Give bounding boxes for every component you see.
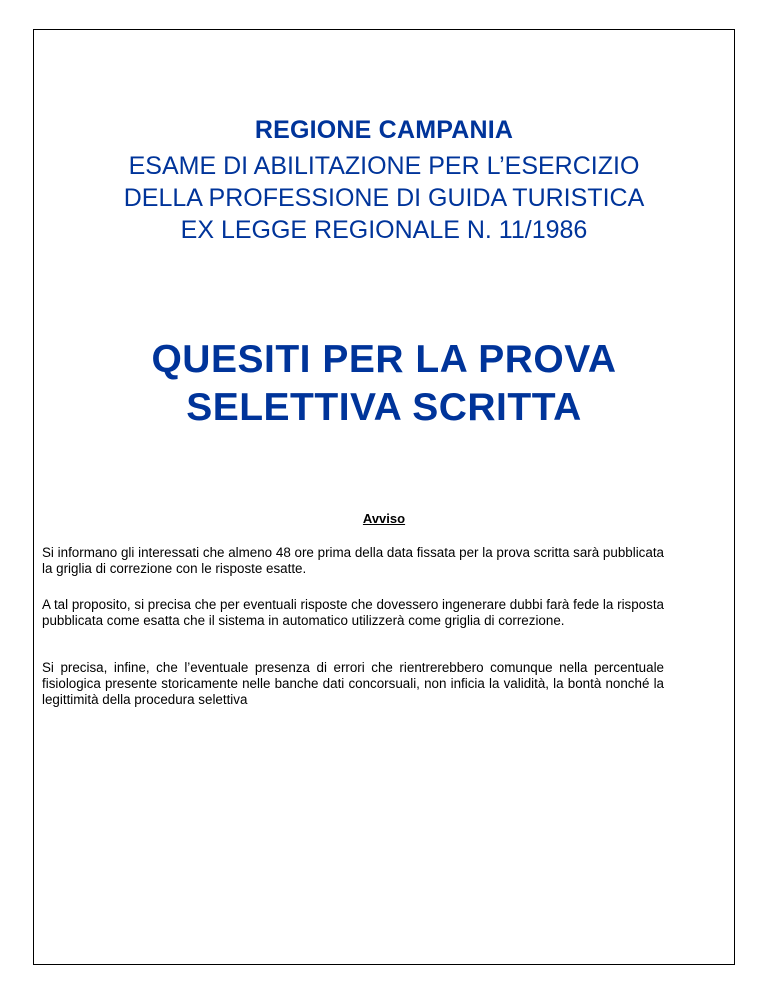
exam-description [0,150,768,246]
main-title-line-2: SELETTIVA SCRITTA [186,386,582,429]
notice-paragraph-2-text: A tal proposito, si precisa che per eventuali risposte che dovessero ingenerare dubbi farà fede la risposta pubblicata come esatta che il sistema in automatico utilizzerà come griglia di correzione. [42,597,664,628]
exam-line-1: ESAME DI ABILITAZIONE PER L’ESERCIZIO [128,152,640,180]
notice-paragraph-3 [42,660,664,708]
main-title-line-1: QUESITI PER LA PROVA [151,338,617,381]
notice-paragraph-3-text: Si precisa, infine, che l’eventuale presenza di errori che rientrerebbero comunque nella percentuale fisiologica presente storicamente nelle banche dati concorsuali, non inficia la validità, la bontà nonché la legittimità della procedura selettiva [42,660,664,707]
exam-line-2: DELLA PROFESSIONE DI GUIDA TURISTICA [123,184,645,212]
notice-paragraph-1 [42,545,664,577]
main-title [0,336,768,432]
notice-paragraph-2 [42,597,664,629]
notice-title: Avviso [362,511,406,526]
exam-line-3: EX LEGGE REGIONALE N. 11/1986 [180,216,588,244]
notice-paragraph-1-text: Si informano gli interessati che almeno 48 ore prima della data fissata per la prova scritta sarà pubblicata la griglia di correzione con le risposte esatte. [42,545,664,576]
region-title: REGIONE CAMPANIA [254,116,514,144]
